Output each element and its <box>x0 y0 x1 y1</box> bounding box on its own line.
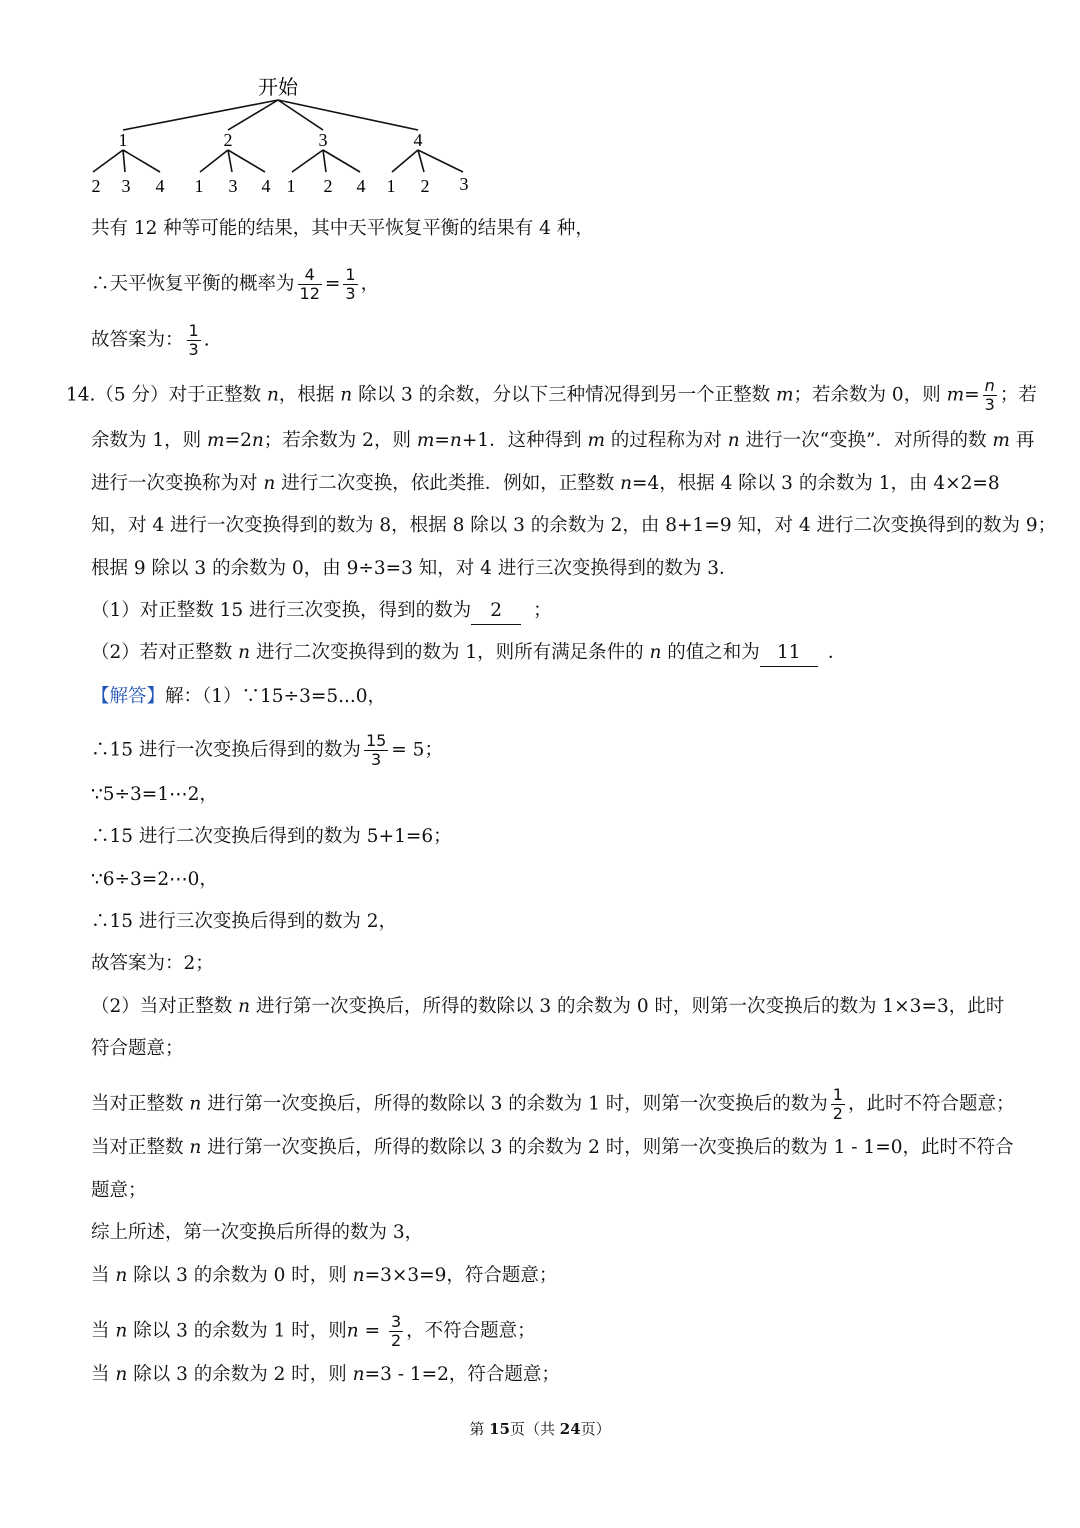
tree-node-l1: 4 <box>413 130 423 150</box>
fraction <box>187 322 201 359</box>
text: 进行第一次变换后，所得的数除以 3 的余数为 2 时，则第一次变换后的数为 1 - 1=0，此时不符合 <box>201 1137 1014 1158</box>
tree-node-l1: 2 <box>223 130 233 150</box>
q14-sub-1 <box>91 598 552 625</box>
text: ∴天平恢复平衡的概率为 <box>91 273 295 295</box>
var-n: n <box>649 642 662 663</box>
text: 页） <box>580 1420 611 1438</box>
q14-sub-2 <box>91 640 846 667</box>
sol-line-6 <box>91 909 397 935</box>
tree-node-l2: 1 <box>286 176 296 196</box>
text: 再 <box>1009 430 1035 451</box>
text: （2）当对正整数 <box>91 996 239 1017</box>
sol-line-9 <box>91 1036 184 1062</box>
fraction <box>831 1086 845 1123</box>
text: 第 <box>469 1420 490 1438</box>
text: 的值之和为 <box>661 642 760 663</box>
text: 进行第一次变换后，所得的数除以 3 的余数为 0 时，则第一次变换后的数为 1×3=3，此时 <box>250 996 1005 1017</box>
text: 除以 3 的余数，分以下三种情况得到另一个正整数 <box>352 384 776 406</box>
tree-node-l1: 1 <box>118 130 128 150</box>
var-n: n <box>352 1265 365 1286</box>
text: 除以 3 的余数为 1 时，则 <box>127 1320 347 1342</box>
text: 余数为 1，则 <box>91 430 208 451</box>
frac-den: 3 <box>371 750 382 769</box>
text: 当 <box>91 1364 116 1385</box>
text: 故答案为：2； <box>91 953 214 974</box>
var-m: m <box>207 430 225 451</box>
tree-node-l2: 4 <box>155 176 165 196</box>
var-m: m <box>587 430 606 451</box>
text: 共有 12 种等可能的结果，其中天平恢复平衡的结果有 4 种， <box>91 218 594 239</box>
frac-num: 1 <box>832 1085 843 1104</box>
sol-line-14 <box>91 1263 557 1289</box>
tree-node-l2: 2 <box>420 176 430 196</box>
var-m: m <box>416 430 435 451</box>
tree-root: 开始 <box>258 77 298 99</box>
text: ； <box>533 600 552 621</box>
text: ，根据 <box>278 384 341 406</box>
frac-den: 3 <box>984 395 995 414</box>
question-score: （5 分） <box>95 384 169 406</box>
text: 故答案为： <box>91 329 184 351</box>
tree-node-l2: 1 <box>386 176 396 196</box>
sol-line-8 <box>91 994 1004 1020</box>
text: =2 <box>224 430 252 451</box>
fraction <box>364 732 388 769</box>
text: ；若余数为 0，则 <box>793 384 947 406</box>
frac-num: 4 <box>298 266 322 285</box>
frac-num: 1 <box>188 321 199 340</box>
text: ∴15 进行三次变换后得到的数为 2， <box>91 911 398 932</box>
tree-node-l2: 2 <box>91 176 101 196</box>
prev-line-3 <box>91 322 210 359</box>
text: = 5； <box>391 739 443 761</box>
page-number: 15 <box>489 1420 510 1438</box>
text: 当 <box>91 1265 116 1286</box>
frac-den: 3 <box>188 340 199 359</box>
page-total: 24 <box>559 1420 581 1438</box>
text: 进行二次变换，依此类推．例如，正整数 <box>275 473 621 494</box>
tree-node-l2: 3 <box>228 176 238 196</box>
sol-line-12 <box>91 1178 147 1204</box>
text: ∴15 进行二次变换后得到的数为 5+1=6； <box>91 826 452 847</box>
text: （2）若对正整数 <box>91 642 239 663</box>
text: 知，对 4 进行一次变换得到的数为 8，根据 8 除以 3 的余数为 2，由 8+1=9 知，对 4 进行二次变换得到的数为 9； <box>91 515 1057 536</box>
tree-node-l2: 3 <box>121 176 131 196</box>
answer-blank: 11 <box>760 640 818 667</box>
var-n: n <box>340 384 353 406</box>
var-n: n <box>352 1364 365 1385</box>
q14-line-5 <box>91 556 737 582</box>
text: ，此时不符合题意； <box>847 1093 1015 1115</box>
var-n: n <box>189 1137 202 1158</box>
text: = <box>358 1320 386 1342</box>
text: 题意； <box>91 1180 147 1201</box>
text: 页（共 <box>509 1420 560 1438</box>
var-n: n <box>620 473 632 494</box>
text: +1．这种得到 <box>461 430 588 451</box>
frac-den: 3 <box>345 284 356 303</box>
tree-edges <box>93 100 463 172</box>
sol-line-1 <box>91 684 386 710</box>
frac-num: 3 <box>390 1312 402 1331</box>
text: 进行一次变换称为对 <box>91 473 264 494</box>
text: =3 - 1=2，符合题意； <box>364 1364 560 1385</box>
sol-line-7 <box>91 951 214 977</box>
frac-den: 2 <box>390 1331 402 1350</box>
frac-num: 1 <box>345 265 356 284</box>
var-n: n <box>238 996 251 1017</box>
answer-tag: 【解答】 <box>91 686 166 707</box>
q14-line-1 <box>66 377 1037 414</box>
text: 符合题意； <box>91 1038 184 1059</box>
tree-node-l2: 1 <box>194 176 204 196</box>
frac-num: 15 <box>365 731 387 750</box>
fraction <box>298 266 322 303</box>
sol-line-3 <box>91 782 218 808</box>
text: ， <box>360 273 380 295</box>
var-n: n <box>115 1265 128 1286</box>
q14-line-3 <box>91 471 1000 497</box>
text: 进行二次变换得到的数为 1，则所有满足条件的 <box>250 642 650 663</box>
sol-line-2 <box>91 732 443 769</box>
sol-line-5 <box>91 867 218 893</box>
text: ∵5÷3=1⋯2， <box>91 784 218 805</box>
prev-line-1 <box>91 216 594 242</box>
fraction <box>983 377 997 414</box>
q14-line-2 <box>91 428 1034 454</box>
var-n: n <box>251 430 264 451</box>
var-m: m <box>776 384 794 406</box>
text: ；若 <box>999 384 1037 406</box>
text: 的过程称为对 <box>605 430 728 451</box>
text: 进行一次“变换”．对所得的数 <box>739 430 993 451</box>
tree-node-l2: 4 <box>261 176 271 196</box>
frac-num: n <box>983 377 997 396</box>
tree-node-l1: 3 <box>318 130 328 150</box>
sol-line-11 <box>91 1135 1013 1161</box>
text: ∴15 进行一次变换后得到的数为 <box>91 739 361 761</box>
var-n: n <box>115 1320 128 1342</box>
text: ． <box>827 642 847 663</box>
sol-line-15 <box>91 1313 536 1350</box>
frac-den: 2 <box>832 1104 843 1123</box>
fraction <box>343 266 357 303</box>
var-m: m= <box>946 384 980 406</box>
frac-den: 12 <box>299 284 320 303</box>
tree-node-l2: 4 <box>356 176 366 196</box>
text: 除以 3 的余数为 0 时，则 <box>127 1265 353 1286</box>
var-n: n <box>449 430 462 451</box>
tree-node-l2: 3 <box>459 174 469 194</box>
var-n: n <box>238 642 251 663</box>
text: （1）对正整数 15 进行三次变换，得到的数为 <box>91 600 472 621</box>
text: 对于正整数 <box>168 384 267 406</box>
text: ，不符合题意； <box>406 1320 536 1342</box>
var-n: n <box>115 1364 128 1385</box>
text: =3×3=9，符合题意； <box>364 1265 558 1286</box>
text: . <box>203 329 210 351</box>
q14-line-4 <box>91 513 1056 539</box>
tree-diagram <box>80 70 480 200</box>
text: = <box>324 273 341 295</box>
text: 当 <box>91 1320 116 1342</box>
fraction <box>389 1313 403 1350</box>
var-m: m <box>992 430 1010 451</box>
question-number: 14. <box>66 384 96 406</box>
text: 当对正整数 <box>91 1137 190 1158</box>
tree-node-l2: 2 <box>323 176 333 196</box>
text: 进行第一次变换后，所得的数除以 3 的余数为 1 时，则第一次变换后的数为 <box>201 1093 828 1115</box>
page-footer <box>0 1418 1080 1439</box>
sol-line-4 <box>91 824 452 850</box>
prev-line-2 <box>91 266 379 303</box>
var-n: n <box>189 1093 202 1115</box>
sol-line-16 <box>91 1362 560 1388</box>
text: 根据 9 除以 3 的余数为 0，由 9÷3=3 知，对 4 进行三次变换得到的数为 3． <box>91 558 738 579</box>
text: = <box>434 430 450 451</box>
var-n: n <box>727 430 740 451</box>
text: ∵6÷3=2⋯0， <box>91 869 218 890</box>
var-n: n <box>263 473 276 494</box>
text: 除以 3 的余数为 2 时，则 <box>127 1364 353 1385</box>
text: 解：（1）∵15÷3=5...0， <box>165 686 387 707</box>
var-n: n <box>346 1320 359 1342</box>
text: 当对正整数 <box>91 1093 190 1115</box>
var-n: n <box>266 384 279 406</box>
text: 综上所述，第一次变换后所得的数为 3， <box>91 1222 424 1243</box>
sol-line-13 <box>91 1220 423 1246</box>
answer-blank: 2 <box>471 598 521 625</box>
sol-line-10 <box>91 1086 1014 1123</box>
text: ；若余数为 2，则 <box>263 430 417 451</box>
text: =4，根据 4 除以 3 的余数为 1，由 4×2=8 <box>632 473 1000 494</box>
